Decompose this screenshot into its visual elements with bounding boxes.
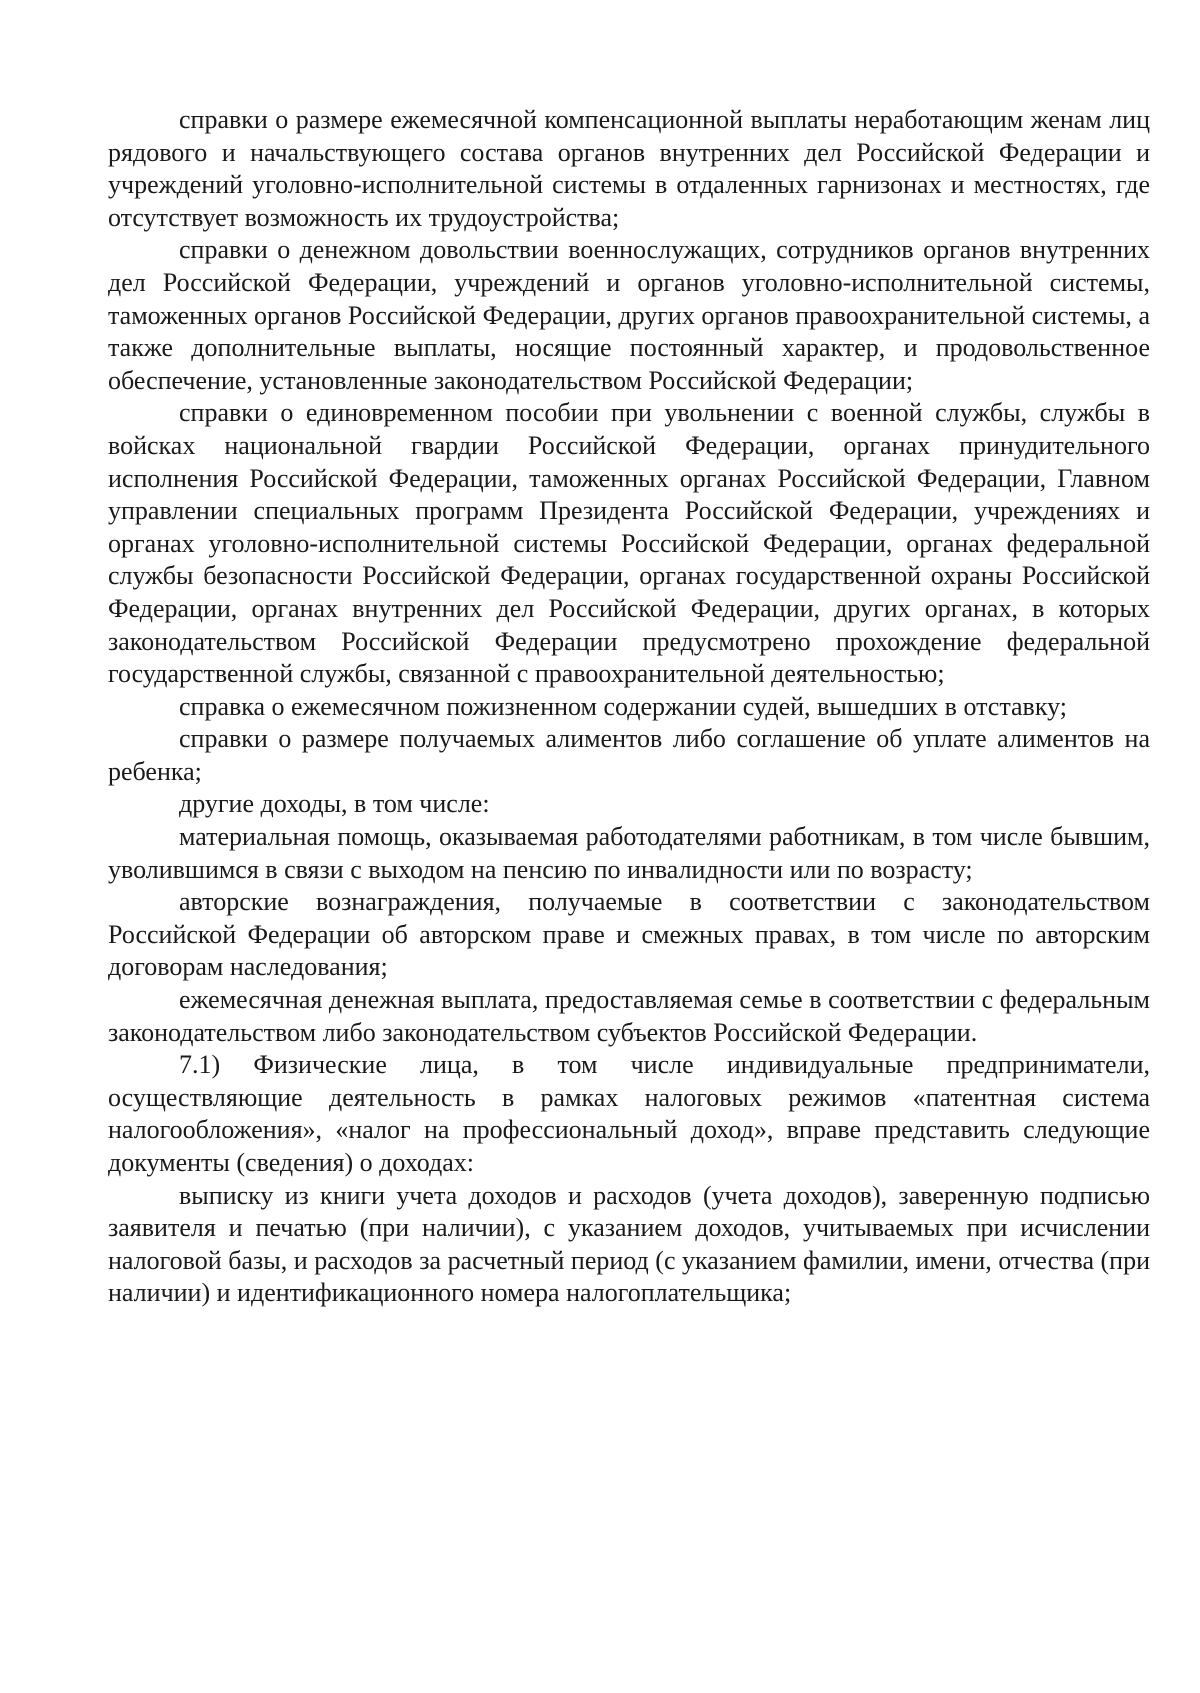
paragraph-section-7-1: 7.1) Физические лица, в том числе индивидуальные предприниматели, осуществляющие деятельность в рамках налоговых режимов «патентная система налогообложения», «налог на профессиональный доход», вправе представить следующие документы (сведения) о доходах: xyxy=(108,1050,1150,1177)
paragraph-judges-maintenance: справка о ежемесячном пожизненном содержании судей, вышедших в отставку; xyxy=(179,691,1067,721)
paragraph-monthly-payment: ежемесячная денежная выплата, предоставляемая семье в соответствии с федеральным законодательством либо законодательством субъектов Российской Федерации. xyxy=(108,985,1150,1047)
paragraph-severance-certificates: справки о единовременном пособии при увольнении с военной службы, службы в войсках национальной гвардии Российской Федерации, органах принудительного исполнения Российской Федерации, таможенных органах Российской Федерации, Главном управлении специальных программ Президента Российской Федерации, учреждениях и органах уголовно-исполнительной системы Российской Федерации, органах федеральной службы безопасности Российской Федерации, органах государственной охраны Российской Федерации, органах внутренних дел Российской Федерации, других органах, в которых законодательством Российской Федерации предусмотрено прохождение федеральной государственной службы, связанной с правоохранительной деятельностью; xyxy=(108,398,1150,689)
paragraph-allowance-certificates: справки о денежном довольствии военнослужащих, сотрудников органов внутренних дел Российской Федерации, учреждений и органов уголовно-исполнительной системы, таможенных органов Российской Федерации, других органов правоохранительной системы, а также дополнительные выплаты, носящие постоянный характер, и продовольственное обеспечение, установленные законодательством Российской Федерации; xyxy=(108,235,1150,395)
paragraph-other-income: другие доходы, в том числе: xyxy=(179,789,490,819)
paragraph-author-fees: авторские вознаграждения, получаемые в соответствии с законодательством Российской Федерации об авторском праве и смежных правах, в том числе по авторским договорам наследования; xyxy=(108,887,1150,982)
paragraph-material-assistance: материальная помощь, оказываемая работодателями работникам, в том числе бывшим, уволившимся в связи с выходом на пенсию по инвалидности или по возрасту; xyxy=(108,822,1150,884)
paragraph-ledger-extract: выписку из книги учета доходов и расходов (учета доходов), заверенную подписью заявителя и печатью (при наличии), с указанием доходов, учитываемых при исчислении налоговой базы, и расходов за расчетный период (с указанием фамилии, имени, отчества (при наличии) и идентификационного номера налогоплательщика; xyxy=(108,1180,1150,1308)
paragraph-alimony-certificates: справки о размере получаемых алиментов либо соглашение об уплате алиментов на ребенка; xyxy=(108,724,1150,786)
document-body xyxy=(108,104,1150,1310)
paragraph-compensation-certificates: справки о размере ежемесячной компенсационной выплаты неработающим женам лиц рядового и начальствующего состава органов внутренних дел Российской Федерации и учреждений уголовно-исполнительной системы в отдаленных гарнизонах и местностях, где отсутствует возможность их трудоустройства; xyxy=(108,105,1150,232)
